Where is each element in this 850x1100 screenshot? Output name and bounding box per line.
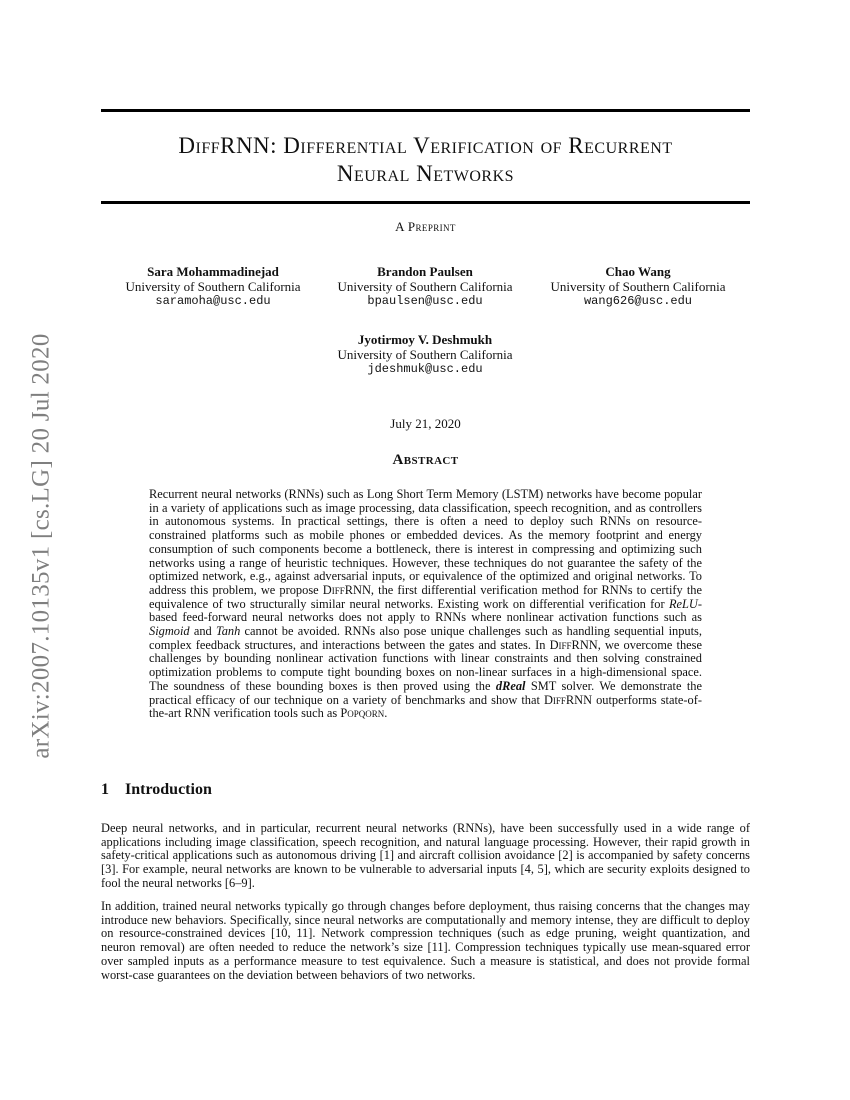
author-name: Sara Mohammadinejad — [147, 264, 279, 279]
author-block — [523, 264, 753, 309]
tool-name-diffrnn: DiffRNN — [543, 692, 593, 707]
title-bottom-rule — [101, 201, 750, 204]
tool-name-diffrnn: DiffRNN — [322, 582, 371, 597]
term-relu: ReLU — [668, 596, 698, 611]
arxiv-stamp-text: arXiv:2007.10135v1 [cs.LG] 20 Jul 2020 — [28, 332, 55, 759]
intro-paragraph-1: Deep neural networks, and in particular, recurrent neural networks (RNNs), have been successfully used in a wide range of applications including image classification, speech recognition, and natural language processing. However, their rapid growth in safety-critical applications such as autonomous driving [1] and aircraft collision avoidance [2] is accompanied by safety concerns [3]. For example, neural networks are known to be vulnerable to adversarial inputs [4, 5], which are security exploits designed to fool the neural networks [6–9]. — [101, 821, 750, 890]
author-email[interactable]: wang626@usc.edu — [583, 294, 693, 308]
tool-name-popqorn: Popqorn — [340, 706, 385, 721]
preprint-label: A Preprint — [395, 219, 456, 234]
tool-name-diffrnn: DiffRNN — [549, 637, 598, 652]
intro-paragraph-2: In addition, trained neural networks typically go through changes before deployment, thus raising concerns that the changes may introduce new behaviors. Specifically, since neural networks are computationally and memory intense, they are difficult to deploy on resource-constrained devices [10, 11]. Network compression techniques (such as edge pruning, weight quantization, and neuron removal) are often needed to reduce the network’s size [11]. Compression techniques typically use mean-squared error over sampled inputs as a performance measure to test equivalence. Such a measure is statistical, and does not provide formal worst-case guarantees on the deviation between behaviors of two networks. — [101, 899, 750, 982]
author-affiliation: University of Southern California — [337, 347, 513, 362]
paper-title-line-2: Neural Networks — [336, 161, 515, 186]
author-block — [98, 264, 328, 309]
author-block — [310, 264, 540, 309]
author-name: Brandon Paulsen — [377, 264, 473, 279]
author-affiliation: University of Southern California — [550, 279, 726, 294]
abstract-text: Recurrent neural networks (RNNs) such as Long Short Term Memory (LSTM) networks have become popular in a variety of applications such as image processing, data classification, speech recognition, and as controllers in autonomous systems. In practical settings, there is often a need to deploy such RNNs on resource-constrained platforms such as mobile phones or embedded devices. As the memory footprint and energy consumption of such components become a bottleneck, there is interest in compressing and optimizing such networks using a range of heuristic techniques. However, these techniques do not guarantee the safety of the optimized network, e.g., against adversarial inputs, or equivalence of the optimized and original networks. To address this problem, we propose DiffRNN, the first differential verification method for RNNs to certify the equivalence of two structurally similar neural networks. Existing work on differential verification for ReLU-based feed-forward neural networks does not apply to RNNs where nonlinear activation functions such as Sigmoid and Tanh cannot be avoided. RNNs also pose unique challenges such as handling sequential inputs, complex feedback structures, and interactions between the gates and states. In DiffRNN, we overcome these challenges by bounding nonlinear activation functions with linear constraints and then solving constrained optimization problems to compute tight bounding boxes on non-linear surfaces in a high-dimensional space. The soundness of these bounding boxes is then proved using the dReal SMT solver. We demonstrate the practical efficacy of our technique on a variety of benchmarks and show that DiffRNN outperforms state-of-the-art RNN verification tools such as Popqorn. — [149, 487, 703, 721]
author-email[interactable]: bpaulsen@usc.edu — [367, 294, 483, 308]
publication-date: July 21, 2020 — [390, 416, 461, 431]
author-affiliation: University of Southern California — [337, 279, 513, 294]
author-email[interactable]: saramoha@usc.edu — [155, 294, 271, 308]
section-heading — [101, 781, 212, 799]
title-top-rule — [101, 109, 750, 112]
term-dreal: dReal — [495, 678, 526, 693]
abstract-heading: Abstract — [392, 452, 459, 468]
author-block — [310, 332, 540, 377]
term-sigmoid: Sigmoid — [149, 624, 190, 639]
author-email[interactable]: jdeshmuk@usc.edu — [367, 362, 483, 376]
term-tanh: Tanh — [215, 624, 241, 639]
author-name: Jyotirmoy V. Deshmukh — [357, 332, 493, 347]
paper-title — [101, 132, 750, 188]
section-number: 1 — [101, 781, 109, 798]
section-title: Introduction — [125, 781, 212, 798]
paper-title-line-1: DiffRNN: Differential Verification of Recurrent — [178, 133, 673, 158]
author-name: Chao Wang — [605, 264, 671, 279]
author-affiliation: University of Southern California — [125, 279, 301, 294]
arxiv-stamp — [20, 303, 64, 788]
